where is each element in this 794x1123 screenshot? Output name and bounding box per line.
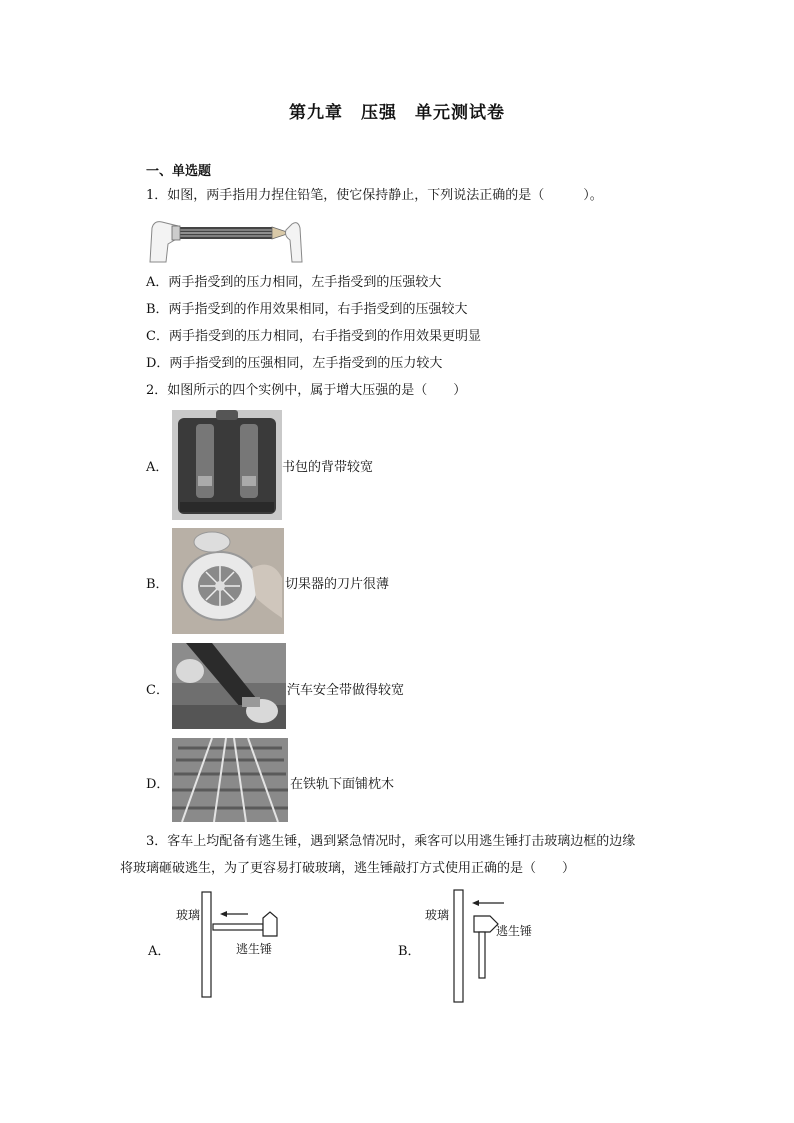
q1-option-b: B．两手指受到的作用效果相同，右手指受到的压强较大 <box>146 302 468 317</box>
q2-option-b-text: 切果器的刀片很薄 <box>285 577 390 592</box>
backpack-photo <box>172 410 282 520</box>
q1-option-c: C．两手指受到的压力相同，右手指受到的作用效果更明显 <box>146 329 481 344</box>
q3-a-glass-label: 玻璃 <box>176 908 201 922</box>
q1-option-d: D．两手指受到的压强相同，左手指受到的压力较大 <box>146 356 443 371</box>
q2-option-b-letter: B． <box>146 577 169 592</box>
q2-option-c-letter: C． <box>146 683 169 698</box>
q2-option-a-text: 书包的背带较宽 <box>282 460 374 475</box>
seat-belt-photo <box>172 643 286 729</box>
section-heading: 一、单选题 <box>146 164 212 179</box>
q3-option-b-letter: B． <box>398 944 421 959</box>
q2-stem: 2．如图所示的四个实例中，属于增大压强的是（ ） <box>146 383 467 398</box>
q3-a-hammer-label: 逃生锤 <box>236 942 273 956</box>
q3-figure-b <box>450 888 520 1006</box>
pencil-fingers-figure <box>148 214 304 264</box>
q3-figure-a <box>200 890 290 1002</box>
fruit-slicer-photo <box>172 528 284 634</box>
railway-photo <box>172 738 288 822</box>
q2-option-c-text: 汽车安全带做得较宽 <box>287 683 405 698</box>
q3-b-hammer-label: 逃生锤 <box>496 924 533 938</box>
q3-stem-line-2: 将玻璃砸破逃生，为了更容易打破玻璃，逃生锤敲打方式使用正确的是（ ） <box>120 861 576 876</box>
q2-option-d-letter: D． <box>146 777 170 792</box>
q2-option-a-letter: A． <box>146 460 169 475</box>
q3-b-glass-label: 玻璃 <box>425 908 450 922</box>
q2-option-d-text: 在铁轨下面铺枕木 <box>290 777 395 792</box>
q1-stem: 1．如图，两手指用力捏住铅笔，使它保持静止，下列说法正确的是（ ）。 <box>146 188 603 203</box>
page-title: 第九章 压强 单元测试卷 <box>289 103 505 123</box>
q3-option-a-letter: A． <box>148 944 171 959</box>
q1-option-a: A．两手指受到的压力相同，左手指受到的压强较大 <box>146 275 442 290</box>
q3-stem-line-1: 3．客车上均配备有逃生锤，遇到紧急情况时，乘客可以用逃生锤打击玻璃边框的边缘 <box>146 834 636 849</box>
